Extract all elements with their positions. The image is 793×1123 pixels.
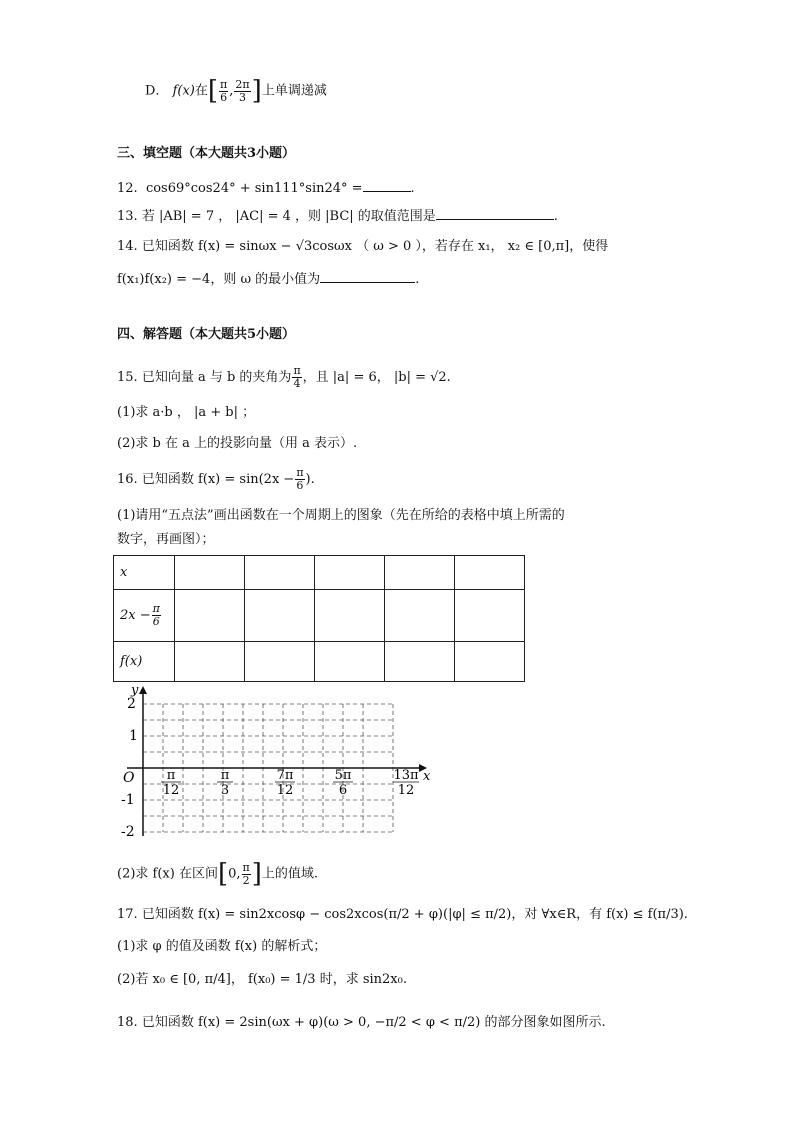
question-14-cont: f(x₁)f(x₂) = −4，则 ω 的最小值为 . [117, 268, 419, 289]
q12-text: cos69°cos24° + sin111°sin24° = [145, 181, 363, 196]
answer-blank [436, 205, 554, 220]
q13-number: 13. [117, 209, 138, 224]
q16-part2-frac [242, 862, 251, 887]
q16-part1: (1)请用“五点法”画出函数在一个周期上的图象（先在所给的表格中填上所需的 [117, 508, 565, 523]
q12-number: 12. [117, 181, 138, 196]
q15-part2: (2)求 b 在 a 上的投影向量（用 a 表示）. [117, 436, 358, 451]
q15-frac [292, 365, 301, 390]
question-16 [117, 467, 315, 492]
y-tick: -1 [121, 792, 135, 808]
table-cell [245, 590, 315, 642]
five-point-table [113, 555, 525, 682]
frac-den: 6 [220, 90, 228, 104]
frac-den: 6 [152, 615, 160, 628]
q18-number: 18. [117, 1015, 138, 1030]
question-15 [117, 365, 451, 390]
frac-num: π [152, 602, 160, 615]
table-cell [455, 556, 525, 590]
q17-text: 已知函数 f(x) = sin2xcosφ − cos2xcos(π/2 + φ)(|φ| ≤ π/2)，对 ∀x∈R，有 f(x) ≤ f(π/3). [141, 907, 688, 922]
table-cell [455, 590, 525, 642]
frac-den: 2 [242, 873, 250, 887]
frac-den: 4 [293, 377, 301, 390]
q15-text-a: 已知向量 a 与 b 的夹角为 [141, 370, 292, 385]
option-d: D． f(x)在[ $\frac{\pi}{6}$ , $\frac{2\pi}{3}$ ]上单调递减 [145, 76, 327, 106]
answer-blank [320, 268, 415, 283]
bracket-right: ] [251, 859, 262, 889]
bracket-right: ] [251, 76, 262, 106]
option-d-frac2 [234, 79, 250, 104]
x-tick-num: 13π [393, 768, 419, 783]
table-cell [385, 590, 455, 642]
question-18 [117, 1014, 606, 1032]
q16-frac [295, 467, 304, 492]
table-cell [315, 590, 385, 642]
x-tick-den: 12 [397, 783, 415, 798]
table-cell [175, 556, 245, 590]
phase-frac [152, 603, 161, 628]
section-4-title: 四、解答题（本大题共5小题） [117, 327, 296, 342]
y-tick: -2 [121, 824, 135, 840]
q15-part1: (1)求 a·b ， |a + b| ； [117, 405, 256, 420]
q15-number: 15. [117, 370, 138, 385]
table-cell [245, 642, 315, 682]
option-d-fx: f(x) [172, 83, 195, 99]
question-12: 12. cos69°cos24° + sin111°sin24° = . [117, 177, 415, 198]
section-3-title: 三、填空题（本大题共3小题） [117, 146, 296, 161]
q16-text-b: ). [305, 472, 315, 487]
x-tick-den: 6 [338, 783, 348, 798]
x-tick-den: 12 [276, 783, 294, 798]
frac-num: π [242, 860, 250, 874]
y-axis-label: y [131, 684, 139, 698]
x-tick-den: 3 [220, 783, 230, 798]
question-14 [117, 238, 608, 256]
table-cell [455, 642, 525, 682]
q16-text-a: 已知函数 f(x) = sin(2x − [141, 472, 295, 487]
table-cell [385, 556, 455, 590]
frac-num: π [220, 77, 228, 91]
q16-part2-text-b: 上的值域. [261, 866, 319, 882]
q18-text: 已知函数 f(x) = 2sin(ωx + φ)(ω > 0, −π/2 < φ < π/2) 的部分图象如图所示. [141, 1015, 606, 1030]
option-d-tail: 上单调递减 [261, 83, 327, 99]
table-cell [385, 642, 455, 682]
question-13: 13. 若 |AB| = 7 ， |AC| = 4 ，则 |BC| 的取值范围是 . [117, 205, 558, 226]
table-cell [315, 642, 385, 682]
y-tick: 1 [129, 728, 138, 744]
table-cell [315, 556, 385, 590]
table-cell [245, 556, 315, 590]
interval-start: 0, [228, 866, 241, 882]
frac-num: π [293, 364, 301, 377]
q17-part1: (1)求 φ 的值及函数 f(x) 的解析式； [117, 939, 327, 954]
phase-text: 2x − [120, 608, 151, 623]
bracket-left: [ [217, 859, 229, 889]
x-ticks [161, 768, 419, 798]
option-d-zai: 在 [194, 83, 208, 99]
q17-number: 17. [117, 907, 138, 922]
q14-text: 已知函数 f(x) = sinωx − √3cosωx （ ω > 0 ），若存在 x₁， x₂ ∈ [0,π]，使得 [141, 239, 609, 254]
table-row-label-phase [114, 590, 175, 642]
frac-den: 3 [239, 90, 247, 104]
x-tick-den: 12 [162, 783, 180, 798]
q16-part2 [117, 861, 318, 887]
answer-blank [363, 177, 411, 192]
frac-num: 2π [235, 77, 250, 91]
table-row-label-x: x [114, 556, 175, 590]
q14-number: 14. [117, 239, 138, 254]
q13-text: 若 |AB| = 7 ， |AC| = 4 ，则 |BC| 的取值范围是 [141, 209, 436, 224]
coordinate-grid [113, 684, 443, 844]
x-axis-label: x [423, 769, 431, 784]
q14-text2: f(x₁)f(x₂) = −4，则 ω 的最小值为 [117, 272, 321, 287]
frac-den: 6 [296, 479, 304, 492]
q16-part2-text-a: (2)求 f(x) 在区间 [117, 866, 218, 882]
q15-text-b: ，且 |a| = 6， |b| = √2. [302, 370, 451, 385]
origin-label: O [123, 770, 135, 786]
y-tick: 2 [127, 696, 136, 712]
table-cell [175, 590, 245, 642]
y-axis-arrow-icon [139, 686, 147, 694]
q16-part1-cont: 数字，再画图）； [117, 532, 215, 547]
table-row-label-fx: f(x) [114, 642, 175, 682]
table-cell [175, 642, 245, 682]
x-tick-num: π [166, 768, 176, 783]
x-tick-num: 5π [334, 768, 352, 783]
frac-num: π [296, 466, 304, 479]
x-tick-num: 7π [276, 768, 294, 783]
bracket-left: [ [207, 76, 219, 106]
q16-number: 16. [117, 472, 138, 487]
q17-part2: (2)若 x₀ ∈ [0, π/4]， f(x₀) = 1/3 时，求 sin2x₀. [117, 972, 407, 987]
option-d-frac1 [219, 79, 228, 104]
x-tick-num: π [220, 768, 230, 783]
option-d-label: D． [145, 83, 169, 99]
question-17 [117, 906, 688, 924]
